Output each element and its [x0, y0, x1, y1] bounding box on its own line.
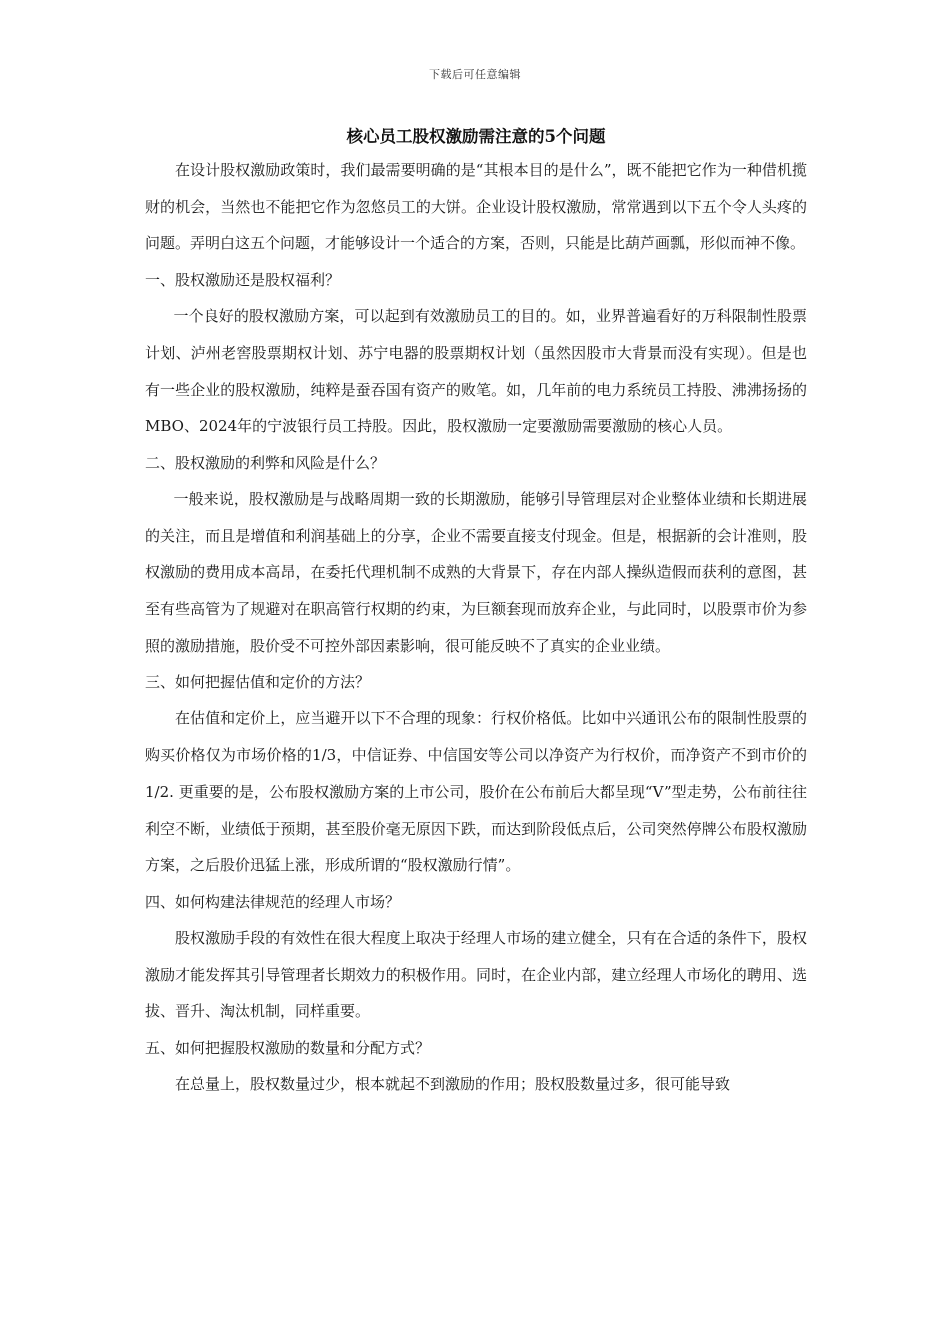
intro-paragraph: 在设计股权激励政策时，我们最需要明确的是“其根本目的是什么”，既不能把它作为一种借机揽财的机会，当然也不能把它作为忽悠员工的大饼。企业设计股权激励，常常遇到以下五个令人头疼的问题。弄明白这五个问题，才能够设计一个适合的方案，否则，只能是比葫芦画瓢，形似而神不像。	[145, 161, 807, 253]
document-body	[145, 122, 807, 1103]
section-4-body: 股权激励手段的有效性在很大程度上取决于经理人市场的建立健全，只有在合适的条件下，股权激励才能发挥其引导管理者长期效力的积极作用。同时，在企业内部，建立经理人市场化的聘用、选拔、晋升、淘汰机制，同样重要。	[145, 928, 807, 1021]
section-3-heading: 三、如何把握估值和定价的方法？	[145, 673, 371, 692]
section-2-heading: 二、股权激励的利弊和风险是什么？	[145, 453, 386, 472]
header-note: 下载后可任意编辑	[429, 68, 521, 81]
section-3-body: 在估值和定价上，应当避开以下不合理的现象：行权价格低。比如中兴通讯公布的限制性股票的购买价格仅为市场价格的1/3，中信证券、中信国安等公司以净资产为行权价，而净资产不到市价的1/2. 更重要的是，公布股权激励方案的上市公司，股价在公布前后大都呈现“V”型走势，公布前往往利空不断，业绩低于预期，甚至股价毫无原因下跌，而达到阶段低点后，公司突然停牌公布股权激励方案，之后股价迅猛上涨，形成所谓的“股权激励行情”。	[145, 709, 807, 875]
document-title: 核心员工股权激励需注意的5个问题	[346, 127, 606, 146]
section-5-heading: 五、如何把握股权激励的数量和分配方式？	[145, 1039, 431, 1058]
section-2-body: 一般来说，股权激励是与战略周期一致的长期激励，能够引导管理层对企业整体业绩和长期进展的关注，而且是增值和利润基础上的分享，企业不需要直接支付现金。但是，根据新的会计准则，股权激励的费用成本高昂，在委托代理机制不成熟的大背景下，存在内部人操纵造假而获利的意图，甚至有些高管为了规避对在职高管行权期的约束，为巨额套现而放弃企业，与此同时，以股票市价为参照的激励措施，股价受不可控外部因素影响，很可能反映不了真实的企业业绩。	[145, 489, 807, 655]
section-5-body: 在总量上，股权数量过少，根本就起不到激励的作用；股权股数量过多，很可能导致	[175, 1075, 731, 1094]
section-1-body: 一个良好的股权激励方案，可以起到有效激励员工的目的。如，业界普遍看好的万科限制性股票计划、泸州老窖股票期权计划、苏宁电器的股票期权计划（虽然因股市大背景而没有实现）。但是也有一些企业的股权激励，纯粹是蚕吞国有资产的败笔。如，几年前的电力系统员工持股、沸沸扬扬的MBO、2024年的宁波银行员工持股。因此，股权激励一定要激励需要激励的核心人员。	[145, 307, 807, 436]
section-1-heading: 一、股权激励还是股权福利？	[145, 271, 341, 290]
section-4-heading: 四、如何构建法律规范的经理人市场？	[145, 892, 401, 911]
